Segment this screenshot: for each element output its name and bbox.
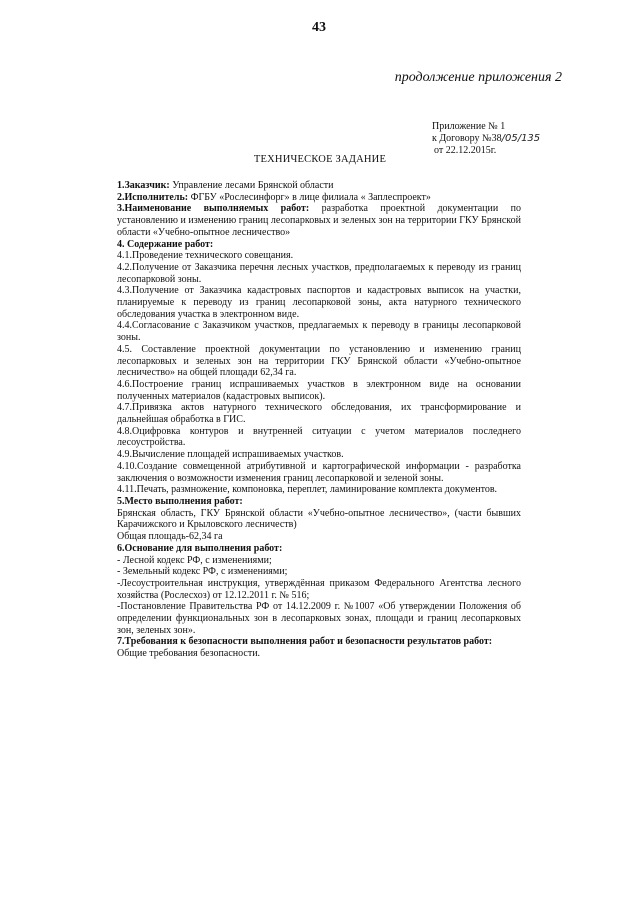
work-item: 4.11.Печать, размножение, компоновка, переплет, ламинирование комплекта документов. [117,484,498,496]
appendix-reference [432,121,540,157]
document-body [117,180,521,660]
appendix-continuation-note: продолжение приложения 2 [394,70,562,85]
place-text: Брянская область, ГКУ Брянской области «Учебно-опытное лесничество», (части бывших Карачижского и Крыловского лесничеств) [117,507,521,531]
customer-text: Управление лесами Брянской области [169,180,334,191]
work-item: 4.3.Получение от Заказчика кадастровых паспортов и кадастровых выписок на участки, планируемые к переводу из границ лесопарковой зоны, акта натурного технического обследования участка в электронном виде. [117,285,521,320]
place-heading: 5.Место выполнения работ: [117,495,243,507]
content-heading: 4. Содержание работ: [117,238,214,250]
executor-line [117,192,521,204]
work-item: 4.1.Проведение технического совещания. [117,250,294,262]
appendix-line-3: от 22.12.2015г. [434,145,497,156]
contract-number: к Договору №38 [432,133,502,144]
executor-label: 2.Исполнитель: [117,191,189,203]
page-number: 43 [312,20,326,35]
place-area: Общая площадь-62,34 га [117,531,223,543]
works-text: разработка проектной документации по установлению и изменению границ лесопарковых и зеленых зон на территории ГКУ Брянской области «Учебно-опытное лесничество» [117,203,522,238]
safety-heading: 7.Требования к безопасности выполнения работ и безопасности результатов работ: [117,636,493,648]
appendix-line-2 [432,133,540,145]
safety-text: Общие требования безопасности. [117,648,261,660]
document-title: ТЕХНИЧЕСКОЕ ЗАДАНИЕ [253,154,387,165]
handwritten-contract-suffix: /05/135 [501,133,541,144]
work-item: 4.9.Вычисление площадей испрашиваемых участков. [117,449,344,461]
work-item: 4.4.Согласование с Заказчиком участков, предлагаемых к переводу в границы лесопарковой зоны. [117,320,521,344]
basis-item: -Постановление Правительства РФ от 14.12.2009 г. №1007 «Об утверждении Положения об определении функциональных зон в лесопарковых зонах, площади и границ лесопарковых зон, зеленых зон». [117,601,521,636]
basis-item: -Лесоустроительная инструкция, утверждённая приказом Федерального Агентства лесного хозяйства (Рослесхоз) от 12.12.2011 г. № 516; [117,577,521,601]
basis-item: - Лесной кодекс РФ, с изменениями; [117,554,272,566]
works-line [117,203,521,238]
executor-text: ФГБУ «Рослесинфорг» в лице филиала « Заплеспроект» [188,191,431,203]
appendix-line-1: Приложение № 1 [432,121,506,132]
customer-line [117,180,521,192]
work-item: 4.5. Составление проектной документации по установлению и изменению границ лесопарковых и зеленых зон на территории ГКУ Брянской области «Учебно-опытное лесничество» на общей площади 62,34 га. [117,343,521,379]
basis-heading: 6.Основание для выполнения работ: [117,542,283,554]
basis-item: - Земельный кодекс РФ, с изменениями; [117,566,288,578]
work-item: 4.8.Оцифровка контуров и внутренней ситуации с учетом материалов последнего лесоустройства. [117,425,521,449]
work-item: 4.6.Построение границ испрашиваемых участков в электронном виде на основании полученных материалов (кадастровых выписок). [117,378,521,402]
works-label: 3.Наименование выполняемых работ: [117,203,310,215]
work-item: 4.10.Создание совмещенной атрибутивной и картографической информации - разработка заключения о возможности изменения границ лесопарковой и зеленой зоны. [117,460,521,484]
customer-label: 1.Заказчик: [117,180,170,191]
work-item: 4.2.Получение от Заказчика перечня лесных участков, предполагаемых к переводу из границ лесопарковой зоны. [117,261,521,285]
work-item: 4.7.Привязка актов натурного технического обследования, их трансформирование и дальнейшая обработка в ГИС. [117,402,521,426]
